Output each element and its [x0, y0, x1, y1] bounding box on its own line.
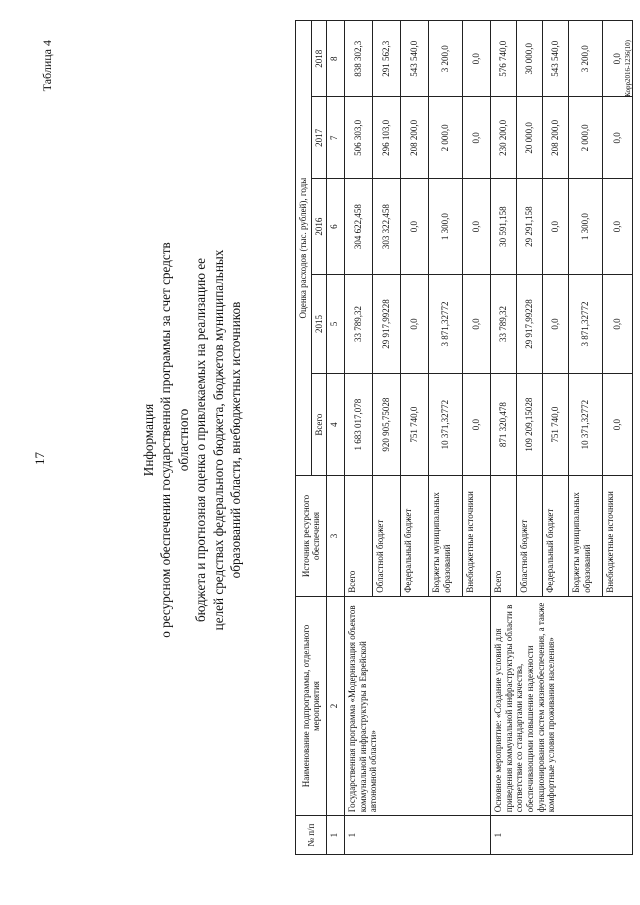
row-source: Внебюджетные источники [463, 476, 491, 597]
header-row [296, 21, 312, 855]
title-line: Информация [141, 403, 156, 477]
row-source: Областной бюджет [517, 476, 543, 597]
cell-2017: 230 200,0 [491, 97, 517, 179]
cell-2016: 0,0 [463, 179, 491, 275]
column-number: 3 [327, 476, 345, 597]
row-program-name: Основное мероприятие: «Создание условий для приведения коммунальной инфраструктуры области в соответствие со стандартами качества, обеспечивающими повышение надежности функционирования систем жизнеобеспечения, а также комфортные условия проживания населения» [491, 596, 633, 816]
cell-2018: 3 200,0 [569, 21, 603, 97]
cell-2016: 304 622,458 [345, 179, 373, 275]
cell-2016: 1 300,0 [569, 179, 603, 275]
cell-2015: 29 917,99228 [373, 275, 401, 374]
row-program-name: Государственная программа «Модернизация объектов коммунальной инфраструктуры в Еврейской автономной области» [345, 596, 491, 816]
header-year: 2018 [311, 21, 327, 97]
cell-total: 109 209,15028 [517, 374, 543, 476]
cell-2018: 291 562,3 [373, 21, 401, 97]
cell-2015: 0,0 [603, 275, 633, 374]
header-year: 2015 [311, 275, 327, 374]
cell-total: 10 371,32772 [569, 374, 603, 476]
row-source: Бюджеты муниципальных образований [569, 476, 603, 597]
cell-2016: 0,0 [603, 179, 633, 275]
column-number: 6 [327, 179, 345, 275]
cell-2015: 3 871,32772 [569, 275, 603, 374]
cell-2015: 33 789,32 [345, 275, 373, 374]
row-source: Всего [491, 476, 517, 597]
row-num: 1 [491, 816, 633, 855]
header-year: 2017 [311, 97, 327, 179]
cell-total: 0,0 [603, 374, 633, 476]
cell-2017: 506 303,0 [345, 97, 373, 179]
column-number: 5 [327, 275, 345, 374]
cell-total: 751 740,0 [543, 374, 569, 476]
cell-2015: 0,0 [543, 275, 569, 374]
cell-2017: 2 000,0 [569, 97, 603, 179]
table-label: Таблица 4 [40, 40, 54, 92]
cell-total: 0,0 [463, 374, 491, 476]
title-line: о ресурсном обеспечении государственной программы за счет средств областного [158, 242, 191, 638]
table-row [345, 21, 373, 855]
cell-2015: 3 871,32772 [429, 275, 463, 374]
cell-2017: 0,0 [463, 97, 491, 179]
column-number: 1 [327, 816, 345, 855]
cell-2016: 1 300,0 [429, 179, 463, 275]
cell-2018: 0,0 [463, 21, 491, 97]
cell-2017: 2 000,0 [429, 97, 463, 179]
row-source: Областной бюджет [373, 476, 401, 597]
cell-2017: 208 200,0 [543, 97, 569, 179]
cell-2018: 3 200,0 [429, 21, 463, 97]
cell-2017: 20 000,0 [517, 97, 543, 179]
row-source: Всего [345, 476, 373, 597]
header-total: Всего [311, 374, 327, 476]
cell-total: 1 683 017,078 [345, 374, 373, 476]
column-number: 2 [327, 596, 345, 816]
cell-2016: 0,0 [543, 179, 569, 275]
cell-2015: 29 917,99228 [517, 275, 543, 374]
row-source: Бюджеты муниципальных образований [429, 476, 463, 597]
cell-2015: 0,0 [463, 275, 491, 374]
cell-2016: 30 591,158 [491, 179, 517, 275]
cell-2016: 0,0 [401, 179, 429, 275]
cell-2015: 33 789,32 [491, 275, 517, 374]
resource-table [295, 20, 633, 855]
title-line: целей средствах федерального бюджета, бюджетов муниципальных [210, 249, 226, 631]
column-number: 8 [327, 21, 345, 97]
cell-2018: 0,0 [603, 21, 633, 97]
cell-2018: 30 000,0 [517, 21, 543, 97]
table-row [491, 21, 517, 855]
header-num: № п/п [296, 816, 327, 855]
header-source: Источник ресурсного обеспечения [296, 476, 327, 597]
page-number: 17 [32, 452, 47, 465]
cell-total: 920 905,75028 [373, 374, 401, 476]
row-source: Внебюджетные источники [603, 476, 633, 597]
title-line: образований области, внебюджетных источников [228, 301, 244, 579]
cell-total: 10 371,32772 [429, 374, 463, 476]
cell-2017: 208 200,0 [401, 97, 429, 179]
row-source: Федеральный бюджет [543, 476, 569, 597]
cell-2018: 576 740,0 [491, 21, 517, 97]
title-line: бюджета и прогнозная оценка о привлекаемых на реализацию ее [193, 257, 209, 623]
footer-doc-code: Корр2016-1236(10) [624, 40, 632, 97]
header-estimate: Оценка расходов (тыс. рублей), годы [296, 21, 312, 476]
cell-2017: 0,0 [603, 97, 633, 179]
document-title [140, 220, 245, 660]
column-number: 4 [327, 374, 345, 476]
cell-2015: 0,0 [401, 275, 429, 374]
header-year: 2016 [311, 179, 327, 275]
row-source: Федеральный бюджет [401, 476, 429, 597]
cell-2018: 543 540,0 [543, 21, 569, 97]
cell-2016: 303 322,458 [373, 179, 401, 275]
row-num: 1 [345, 816, 491, 855]
cell-2017: 296 103,0 [373, 97, 401, 179]
header-name: Наименование подпрограммы, отдельного мероприятия [296, 596, 327, 816]
column-numbers-row [327, 21, 345, 855]
cell-total: 751 740,0 [401, 374, 429, 476]
cell-2018: 838 302,3 [345, 21, 373, 97]
column-number: 7 [327, 97, 345, 179]
cell-2018: 543 540,0 [401, 21, 429, 97]
cell-total: 871 320,478 [491, 374, 517, 476]
cell-2016: 29 291,158 [517, 179, 543, 275]
